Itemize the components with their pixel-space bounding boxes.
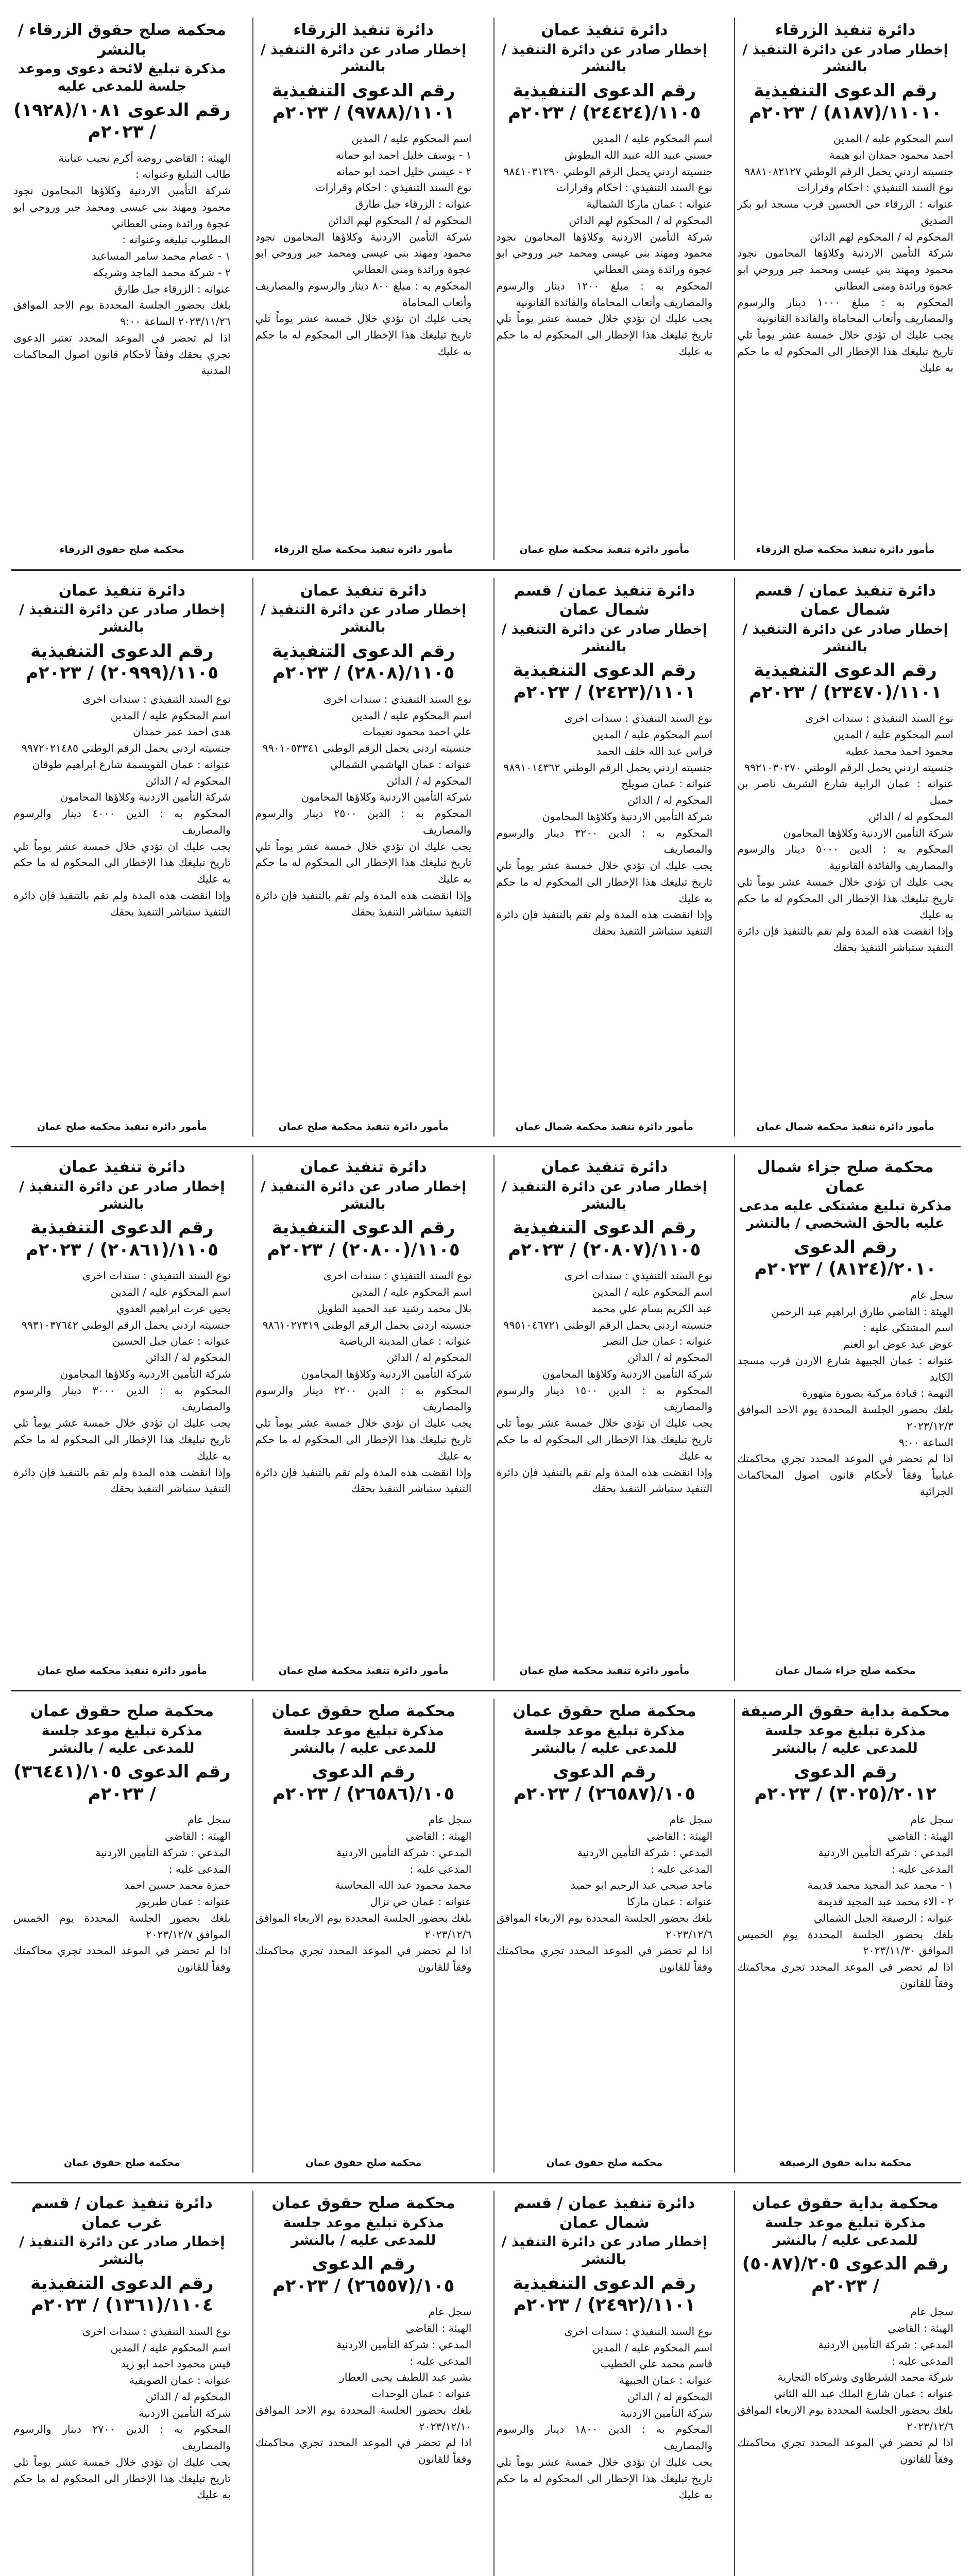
legal-notice — [493, 2191, 720, 2576]
notice-authority: دائرة تنفيذ عمان / قسم شمال عمان — [514, 581, 695, 619]
notice-authority: دائرة تنفيذ الزرقاء — [775, 21, 916, 39]
body-text: نوع السند التنفيذي : سندات اخرى اسم المحكوم عليه / المدين عبد الكريم بسام علي محمد جنسيته اردني يحمل الرقم الوطني ٩٩٥١٠٤٦٧٢١ عنوانه : عمان جبل النصر المحكوم له / الدائن شركة التأمين الاردنية وكلاؤها المحامون المحكوم به : الدين ١٥٠٠ دينار والرسوم والمصاريف يجب عليك ان تؤدي خلال خمسة عشر يوماً تلي تاريخ تبليغك هذا الإخطار الى المحكوم له ما حكم به عليك وإذا انقضت هذه المدة ولم تقم بالتنفيذ فإن دائرة التنفيذ ستباشر التنفيذ بحقك — [496, 1269, 713, 1495]
legal-notice — [252, 1155, 479, 1681]
body-text: سجل عام الهيئة : القاضي المدعي : شركة التأمين الاردنية المدعى عليه : بشير عبد اللطيف يحيى العطار عنوانه : عمان الوحدات بلغك بحضور الجلسة المحددة يوم الاحد الموافق ٢٠٢٣/١٢/١٠ اذا لم تحضر في الموعد المحدد تجري محاكمتك وفقاً للقانون — [255, 2306, 472, 2466]
legal-notice — [734, 1155, 961, 1681]
body-text: نوع السند التنفيذي : سندات اخرى اسم المحكوم عليه / المدين بلال محمد رشيد عبد الحميد الطويل جنسيته اردني يحمل الرقم الوطني ٩٨٦١٠٢٧٣١٩ عنوانه : عمان المدينة الرياضية المحكوم له / الدائن شركة التأمين الاردنية وكلاؤها المحامون المحكوم به : الدين ٢٢٠٠ دينار والرسوم والمصاريف يجب عليك ان تؤدي خلال خمسة عشر يوماً تلي تاريخ تبليغك هذا الإخطار الى المحكوم له ما حكم به عليك وإذا انقضت هذه المدة ولم تقم بالتنفيذ فإن دائرة التنفيذ ستباشر التنفيذ بحقك — [255, 1269, 472, 1495]
notice-authority: محكمة بداية حقوق عمان — [752, 2194, 939, 2213]
notice-authority: محكمة بداية حقوق الرصيفة — [741, 1702, 950, 1721]
notice-row — [11, 10, 961, 571]
notice-subtitle: مذكرة تبليغ موعد جلسة للمدعى عليه / بالنشر — [764, 1722, 926, 1756]
notice-row — [11, 1691, 961, 2183]
body-text: سجل عام الهيئة : القاضي المدعي : شركة التأمين الاردنية المدعى عليه : شركة محمد الشرطاوي وشركاه التجارية عنوانه : عمان شارع الملك عبد الله الثاني بلغك بحضور الجلسة المحددة يوم الاربعاء الموافق ٢٠٢٣/١٢/٦ اذا لم تحضر في الموعد المحدد تجري محاكمتك وفقاً للقانون — [737, 2306, 953, 2466]
notice-case-number: رقم الدعوى ٢٠١٠/(٨١٢٤) / ٢٠٢٣م — [754, 1236, 936, 1280]
notice-row — [11, 571, 961, 1148]
body-text: نوع السند التنفيذي : سندات اخرى اسم المحكوم عليه / المدين محمود احمد محمد عطيه جنسيته اردني يحمل الرقم الوطني ٩٩٢١٠٣٠٢٧٠ عنوانه : عمان الرابية شارع الشريف ناصر بن جميل المحكوم له / الدائن شركة التأمين الاردنية وكلاؤها المحامون المحكوم به : الدين ٥٠٠٠ دينار والرسوم والمصاريف والفائدة القانونية يجب عليك ان تؤدي خلال خمسة عشر يوماً تلي تاريخ تبليغك هذا الإخطار الى المحكوم له ما حكم به عليك وإذا انقضت هذه المدة ولم تقم بالتنفيذ فإن دائرة التنفيذ ستباشر التنفيذ بحقك — [737, 712, 953, 954]
notice-case-number: رقم الدعوى ١٠٥/(٢٦٥٥٧) / ٢٠٢٣م — [272, 2253, 455, 2296]
notice-row — [11, 2183, 961, 2576]
notice-case-number: رقم الدعوى ١٠٥/(٢٦٥٨٦) / ٢٠٢٣م — [272, 1761, 455, 1804]
notice-subtitle: إخطار صادر عن دائرة التنفيذ / بالنشر — [260, 1178, 467, 1212]
legal-notice — [734, 2191, 961, 2576]
notice-case-number: رقم الدعوى التنفيذية ١١٠١/(٢٤٢٣) / ٢٠٢٣م — [513, 660, 696, 703]
notice-case-number: رقم الدعوى التنفيذية ١١٠٥/(٢٠٨٠٠) / ٢٠٢٣م — [267, 1217, 460, 1260]
body-text: نوع السند التنفيذي : سندات اخرى اسم المحكوم عليه / المدين قاسم محمد علي الخطيب عنوانه : عمان الجبيهة المحكوم له / الدائن شركة التأمين الاردنية المحكوم به : الدين ١٨٠٠ دينار والرسوم والمصاريف يجب عليك ان تؤدي خلال خمسة عشر يوماً تلي تاريخ تبليغك هذا الإخطار الى المحكوم له ما حكم به عليك — [496, 2325, 713, 2501]
notice-footer: مأمور دائرة تنفيذ محكمة صلح عمان — [519, 1665, 690, 1676]
notice-footer: مأمور دائرة تنفيذ محكمة صلح عمان — [278, 1121, 449, 1132]
notice-subtitle: إخطار صادر عن دائرة التنفيذ / بالنشر — [19, 602, 225, 636]
notice-authority: دائرة تنفيذ عمان — [541, 21, 668, 39]
notice-case-number: رقم الدعوى التنفيذية ١١٠٥/(٢٠٨٦١) / ٢٠٢٣م — [25, 1217, 219, 1260]
notice-subtitle: مذكرة تبليغ موعد جلسة للمدعى عليه / بالنشر — [283, 1722, 444, 1756]
legal-notice — [493, 578, 720, 1137]
notice-footer: محكمة بداية حقوق الرصيفة — [779, 2157, 912, 2168]
notice-authority: دائرة تنفيذ عمان — [541, 1158, 668, 1177]
notice-subtitle: إخطار صادر عن دائرة التنفيذ / بالنشر — [501, 1178, 708, 1212]
notice-subtitle: إخطار صادر عن دائرة التنفيذ / بالنشر — [501, 2234, 708, 2268]
notice-footer: محكمة صلح حقوق عمان — [305, 2157, 422, 2168]
legal-notice — [11, 2191, 238, 2576]
body-text: نوع السند التنفيذي : سندات اخرى اسم المحكوم عليه / المدين قيس محمود احمد ابو زيد عنوانه : عمان الصويفية المحكوم له / الدائن شركة التأمين الاردنية المحكوم به : الدين ٢٧٠٠ دينار والرسوم والمصاريف يجب عليك ان تؤدي خلال خمسة عشر يوماً تلي تاريخ تبليغك هذا الإخطار الى المحكوم له ما حكم به عليك — [13, 2325, 231, 2501]
body-text: اسم المحكوم عليه / المدين احمد محمود حمدان ابو هيمة جنسيته اردني يحمل الرقم الوطني ٩٨٨١٠٨٢١٢٧ نوع السند التنفيذي : احكام وقرارات عنوانه : الزرقاء حي الحسين قرب مسجد ابو بكر الصديق المحكوم له / المحكوم لهم الدائن شركة التأمين الاردنية وكلاؤها المحامون نجود محمود ومهند بني عيسى ومحمد جبر وروحي ابو عجوة ورائدة ومنى العطاني المحكوم به : مبلغ ١٠٠٠ دينار والرسوم والمصاريف وأتعاب المحاماة والفائدة القانونية يجب عليك ان تؤدي خلال خمسة عشر يوماً تلي تاريخ تبليغك هذا الإخطار الى المحكوم له ما حكم به عليك — [737, 132, 953, 374]
notice-authority: محكمة صلح حقوق عمان — [271, 2194, 455, 2213]
notice-case-number: رقم الدعوى التنفيذية ١١٠١٠/(٨١٨٧) / ٢٠٢٣م — [748, 80, 942, 123]
notice-subtitle: إخطار صادر عن دائرة التنفيذ / بالنشر — [19, 1178, 225, 1212]
notice-authority: محكمة صلح حقوق عمان — [513, 1702, 696, 1721]
notice-case-number: رقم الدعوى التنفيذية ١١٠٥/(٢٠٩٩٩) / ٢٠٢٣م — [25, 640, 219, 684]
notice-authority: دائرة تنفيذ عمان — [300, 1158, 427, 1177]
legal-notice — [734, 1699, 961, 2173]
notice-footer: مأمور دائرة تنفيذ محكمة صلح الزرقاء — [274, 544, 453, 556]
notice-subtitle: إخطار صادر عن دائرة التنفيذ / بالنشر — [501, 621, 708, 655]
notice-footer: مأمور دائرة تنفيذ محكمة صلح عمان — [37, 1665, 207, 1676]
notice-footer: مأمور دائرة تنفيذ محكمة صلح الزرقاء — [756, 544, 935, 556]
notice-authority: دائرة تنفيذ عمان / قسم غرب عمان — [31, 2194, 213, 2232]
notice-case-number: رقم الدعوى ١٠٥/(٣٦٤٤١) / ٢٠٢٣م — [13, 1761, 231, 1804]
body-text: نوع السند التنفيذي : سندات اخرى اسم المحكوم عليه / المدين علي احمد محمود نعيمات جنسيته اردني يحمل الرقم الوطني ٩٩٠١٠٥٣٣٤١ عنوانه : عمان الهاشمي الشمالي المحكوم له / الدائن شركة التأمين الاردنية وكلاؤها المحامون المحكوم به : الدين ٢٥٠٠ دينار والرسوم والمصاريف يجب عليك ان تؤدي خلال خمسة عشر يوماً تلي تاريخ تبليغك هذا الإخطار الى المحكوم له ما حكم به عليك وإذا انقضت هذه المدة ولم تقم بالتنفيذ فإن دائرة التنفيذ ستباشر التنفيذ بحقك — [255, 692, 472, 918]
notice-case-number: رقم الدعوى التنفيذية ١١٠٥/(٢٨٠٨) / ٢٠٢٣م — [271, 640, 455, 684]
notice-case-number: رقم الدعوى التنفيذية ١١٠٥/(٢٤٤٢٤) / ٢٠٢٣م — [508, 80, 701, 123]
legal-notice — [252, 2191, 479, 2576]
notice-footer: مأمور دائرة تنفيذ محكمة صلح عمان — [519, 544, 690, 556]
notice-subtitle: مذكرة تبليغ موعد جلسة للمدعى عليه / بالنشر — [41, 1722, 203, 1756]
notice-subtitle: إخطار صادر عن دائرة التنفيذ / بالنشر — [742, 41, 948, 75]
notice-subtitle: إخطار صادر عن دائرة التنفيذ / بالنشر — [260, 602, 467, 636]
notice-case-number: رقم الدعوى ٢٠٥/(٥٠٨٧) / ٢٠٢٣م — [742, 2253, 949, 2296]
body-text: سجل عام الهيئة : القاضي طارق ابراهيم عبد الرحمن اسم المشتكى عليه : عوض عيد عوض ابو الغنم عنوانه : عمان الجبيهة شارع الاردن قرب مسجد الكايد التهمة : قيادة مركبة بصورة متهورة بلغك بحضور الجلسة المحددة يوم الاحد الموافق ٢٠٢٣/١٢/٣ الساعة ٩:٠٠ اذا لم تحضر في الموعد المحدد تجري محاكمتك غيابياً وفقاً لأحكام قانون اصول المحاكمات الجزائية — [737, 1289, 953, 1498]
legal-notice — [252, 1699, 479, 2173]
notice-authority: محكمة صلح حقوق الزرقاء / بالنشر — [18, 21, 226, 59]
notice-case-number: رقم الدعوى التنفيذية ١١٠٥/(٢٠٨٠٧) / ٢٠٢٣م — [508, 1217, 701, 1260]
notice-case-number: رقم الدعوى التنفيذية ١١٠١/(٢٣٤٧٠) / ٢٠٢٣م — [748, 660, 942, 703]
notice-authority: دائرة تنفيذ عمان / قسم شمال عمان — [514, 2194, 695, 2232]
notice-authority: محكمة صلح حقوق عمان — [271, 1702, 455, 1721]
notice-row — [11, 1147, 961, 1691]
notice-authority: دائرة تنفيذ عمان / قسم شمال عمان — [755, 581, 936, 619]
notice-footer: محكمة صلح حقوق عمان — [546, 2157, 663, 2168]
body-text: سجل عام الهيئة : القاضي المدعي : شركة التأمين الاردنية المدعى عليه : محمد محمود عبد الله المحاسنة عنوانه : عمان حي نزال بلغك بحضور الجلسة المحددة يوم الاربعاء الموافق ٢٠٢٣/١٢/٦ اذا لم تحضر في الموعد المحدد تجري محاكمتك وفقاً للقانون — [255, 1814, 472, 1974]
body-text: سجل عام الهيئة : القاضي المدعي : شركة التأمين الاردنية المدعى عليه : حمزة محمد حسين احمد عنوانه : عمان طبربور بلغك بحضور الجلسة المحددة يوم الخميس الموافق ٢٠٢٣/١٢/٧ اذا لم تحضر في الموعد المحدد تجري محاكمتك وفقاً للقانون — [13, 1814, 231, 1974]
body-text: نوع السند التنفيذي : سندات اخرى اسم المحكوم عليه / المدين فراس عبد الله خلف الحمد جنسيته اردني يحمل الرقم الوطني ٩٨٩١٠١٤٣٦٢ عنوانه : عمان صويلح المحكوم له / الدائن شركة التأمين الاردنية وكلاؤها المحامون المحكوم به : الدين ٣٢٠٠ دينار والرسوم والمصاريف يجب عليك ان تؤدي خلال خمسة عشر يوماً تلي تاريخ تبليغك هذا الإخطار الى المحكوم له ما حكم به عليك وإذا انقضت هذه المدة ولم تقم بالتنفيذ فإن دائرة التنفيذ ستباشر التنفيذ بحقك — [496, 712, 713, 938]
notice-authority: محكمة صلح حقوق عمان — [30, 1702, 214, 1721]
notice-subtitle: إخطار صادر عن دائرة التنفيذ / بالنشر — [501, 41, 708, 75]
legal-notice — [11, 1699, 238, 2173]
notice-case-number: رقم الدعوى التنفيذية ١١٠٤/(١٣٦١) / ٢٠٢٣م — [30, 2273, 214, 2316]
notice-subtitle: إخطار صادر عن دائرة التنفيذ / بالنشر — [260, 41, 467, 75]
body-text: نوع السند التنفيذي : سندات اخرى اسم المحكوم عليه / المدين يحيى عزت ابراهيم العدوي جنسيته اردني يحمل الرقم الوطني ٩٩٣١٠٣٧٦٤٢ عنوانه : عمان جبل الحسين المحكوم له / الدائن شركة التأمين الاردنية وكلاؤها المحامون المحكوم به : الدين ٣٠٠٠ دينار والرسوم والمصاريف يجب عليك ان تؤدي خلال خمسة عشر يوماً تلي تاريخ تبليغك هذا الإخطار الى المحكوم له ما حكم به عليك وإذا انقضت هذه المدة ولم تقم بالتنفيذ فإن دائرة التنفيذ ستباشر التنفيذ بحقك — [13, 1269, 231, 1495]
notice-footer: محكمة صلح جزاء شمال عمان — [775, 1665, 916, 1676]
body-text: اسم المحكوم عليه / المدين ١ - يوسف خليل احمد ابو حمانه ٢ - عيسى خليل احمد ابو حمانه نوع السند التنفيذي : احكام وقرارات عنوانه : الزرقاء جبل طارق المحكوم له / المحكوم لهم الدائن شركة التأمين الاردنية وكلاؤها المحامون نجود محمود ومهند بني عيسى ومحمد جبر وروحي ابو عجوة ورائدة ومنى العطاني المحكوم به : مبلغ ٨٠٠ دينار والرسوم والمصاريف وأتعاب المحاماة يجب عليك ان تؤدي خلال خمسة عشر يوماً تلي تاريخ تبليغك هذا الإخطار الى المحكوم له ما حكم به عليك — [255, 132, 472, 358]
legal-notice — [11, 578, 238, 1137]
notice-footer: مأمور دائرة تنفيذ محكمة صلح عمان — [37, 1121, 207, 1132]
notice-footer: مأمور دائرة تنفيذ محكمة شمال عمان — [515, 1121, 693, 1132]
legal-notice — [11, 18, 238, 560]
notice-subtitle: مذكرة تبليغ مشتكى عليه مدعى عليه بالحق الشخصي / بالنشر — [739, 1198, 952, 1232]
legal-notice — [252, 578, 479, 1137]
notice-footer: محكمة صلح حقوق عمان — [63, 2157, 180, 2168]
legal-notice — [493, 1155, 720, 1681]
notice-authority: دائرة تنفيذ الزرقاء — [293, 21, 434, 39]
notice-authority: محكمة صلح جزاء شمال عمان — [757, 1158, 934, 1196]
body-text: سجل عام الهيئة : القاضي المدعي : شركة التأمين الاردنية المدعى عليه : ماجد صبحي عبد الرحيم ابو حميد عنوانه : عمان ماركا بلغك بحضور الجلسة المحددة يوم الاربعاء الموافق ٢٠٢٣/١٢/٦ اذا لم تحضر في الموعد المحدد تجري محاكمتك وفقاً للقانون — [496, 1814, 713, 1974]
legal-notice — [493, 1699, 720, 2173]
body-text: نوع السند التنفيذي : سندات اخرى اسم المحكوم عليه / المدين هدى احمد عمر حمدان جنسيته اردني يحمل الرقم الوطني ٩٩٧٢٠٢١٤٨٥ عنوانه : عمان القويسمة شارع ابراهيم طوقان المحكوم له / الدائن شركة التأمين الاردنية وكلاؤها المحامون المحكوم به : الدين ٤٠٠٠ دينار والرسوم والمصاريف يجب عليك ان تؤدي خلال خمسة عشر يوماً تلي تاريخ تبليغك هذا الإخطار الى المحكوم له ما حكم به عليك وإذا انقضت هذه المدة ولم تقم بالتنفيذ فإن دائرة التنفيذ ستباشر التنفيذ بحقك — [13, 692, 231, 918]
notice-subtitle: مذكرة تبليغ موعد جلسة للمدعى عليه / بالنشر — [524, 1722, 685, 1756]
notice-subtitle: مذكرة تبليغ لائحة دعوى وموعد جلسة للمدعى عليه — [18, 61, 227, 94]
legal-notice — [734, 18, 961, 560]
legal-notice — [734, 578, 961, 1137]
notice-case-number: رقم الدعوى التنفيذية ١١٠١/(٢٤٩٢) / ٢٠٢٣م — [513, 2273, 696, 2316]
notice-case-number: رقم الدعوى ١٠٥/(٢٦٥٨٧) / ٢٠٢٣م — [513, 1761, 696, 1804]
notice-subtitle: مذكرة تبليغ موعد جلسة للمدعى عليه / بالنشر — [764, 2214, 926, 2248]
notice-footer: مأمور دائرة تنفيذ محكمة صلح عمان — [278, 1665, 449, 1676]
notice-case-number: رقم الدعوى ١٠٨١/(١٩٢٨) / ٢٠٢٣م — [13, 99, 231, 142]
legal-notice — [252, 18, 479, 560]
notice-subtitle: إخطار صادر عن دائرة التنفيذ / بالنشر — [19, 2234, 225, 2268]
notice-authority: دائرة تنفيذ عمان — [58, 1158, 186, 1177]
notice-case-number: رقم الدعوى ٢٠١٢/(٣٠٢٥) / ٢٠٢٣م — [754, 1761, 936, 1804]
notice-authority: دائرة تنفيذ عمان — [300, 581, 427, 600]
notice-footer: محكمة صلح حقوق الزرقاء — [59, 544, 185, 556]
body-text: اسم المحكوم عليه / المدين حسني عبيد الله عبيد الله البطوش جنسيته اردني يحمل الرقم الوطني ٩٨٤١٠٣١٢٩٠ نوع السند التنفيذي : احكام وقرارات عنوانه : عمان ماركا الشمالية المحكوم له / المحكوم لهم الدائن شركة التأمين الاردنية وكلاؤها المحامون نجود محمود ومهند بني عيسى ومحمد جبر وروحي ابو عجوة ورائدة ومنى العطاني المحكوم به : مبلغ ١٢٠٠ دينار والرسوم والمصاريف وأتعاب المحاماة والفائدة القانونية يجب عليك ان تؤدي خلال خمسة عشر يوماً تلي تاريخ تبليغك هذا الإخطار الى المحكوم له ما حكم به عليك — [496, 132, 713, 358]
notice-footer: مأمور دائرة تنفيذ محكمة شمال عمان — [756, 1121, 934, 1132]
body-text: الهيئة : القاضي روضة أكرم نجيب عبابنة طالب التبليغ وعنوانه : شركة التأمين الاردنية وكلاؤها المحامون نجود محمود ومهند بني عيسى ومحمد جبر وروحي ابو عجوة ورائدة ومنى العطاني المطلوب تبليغه وعنوانه : ١ - عصام محمد سامر المساعيد ٢ - شركة محمد الماجد وشريكه عنوانه : الزرقاء جبل طارق بلغك بحضور الجلسة المحددة يوم الاحد الموافق ٢٠٢٣/١١/٢٦ الساعة ٩:٠٠ اذا لم تحضر في الموعد المحدد تعتبر الدعوى تجري بحقك وفقاً لأحكام قانون اصول المحاكمات المدنية — [13, 151, 231, 377]
legal-notice — [11, 1155, 238, 1681]
notice-subtitle: مذكرة تبليغ موعد جلسة للمدعى عليه / بالنشر — [283, 2214, 444, 2248]
notice-subtitle: إخطار صادر عن دائرة التنفيذ / بالنشر — [742, 621, 948, 655]
body-text: سجل عام الهيئة : القاضي المدعي : شركة التأمين الاردنية المدعى عليه : ١ - محمد عبد المجيد محمد قديمة ٢ - الاء محمد عبد المجيد قديمة عنوانه : الرصيفة الجبل الشمالي بلغك بحضور الجلسة المحددة يوم الخميس الموافق ٢٠٢٣/١١/٣٠ اذا لم تحضر في الموعد المحدد تجري محاكمتك وفقاً للقانون — [737, 1814, 953, 1990]
legal-notice — [493, 18, 720, 560]
notice-case-number: رقم الدعوى التنفيذية ١١٠١/(٩٧٨٨) / ٢٠٢٣م — [271, 80, 455, 123]
notice-authority: دائرة تنفيذ عمان — [58, 581, 186, 600]
